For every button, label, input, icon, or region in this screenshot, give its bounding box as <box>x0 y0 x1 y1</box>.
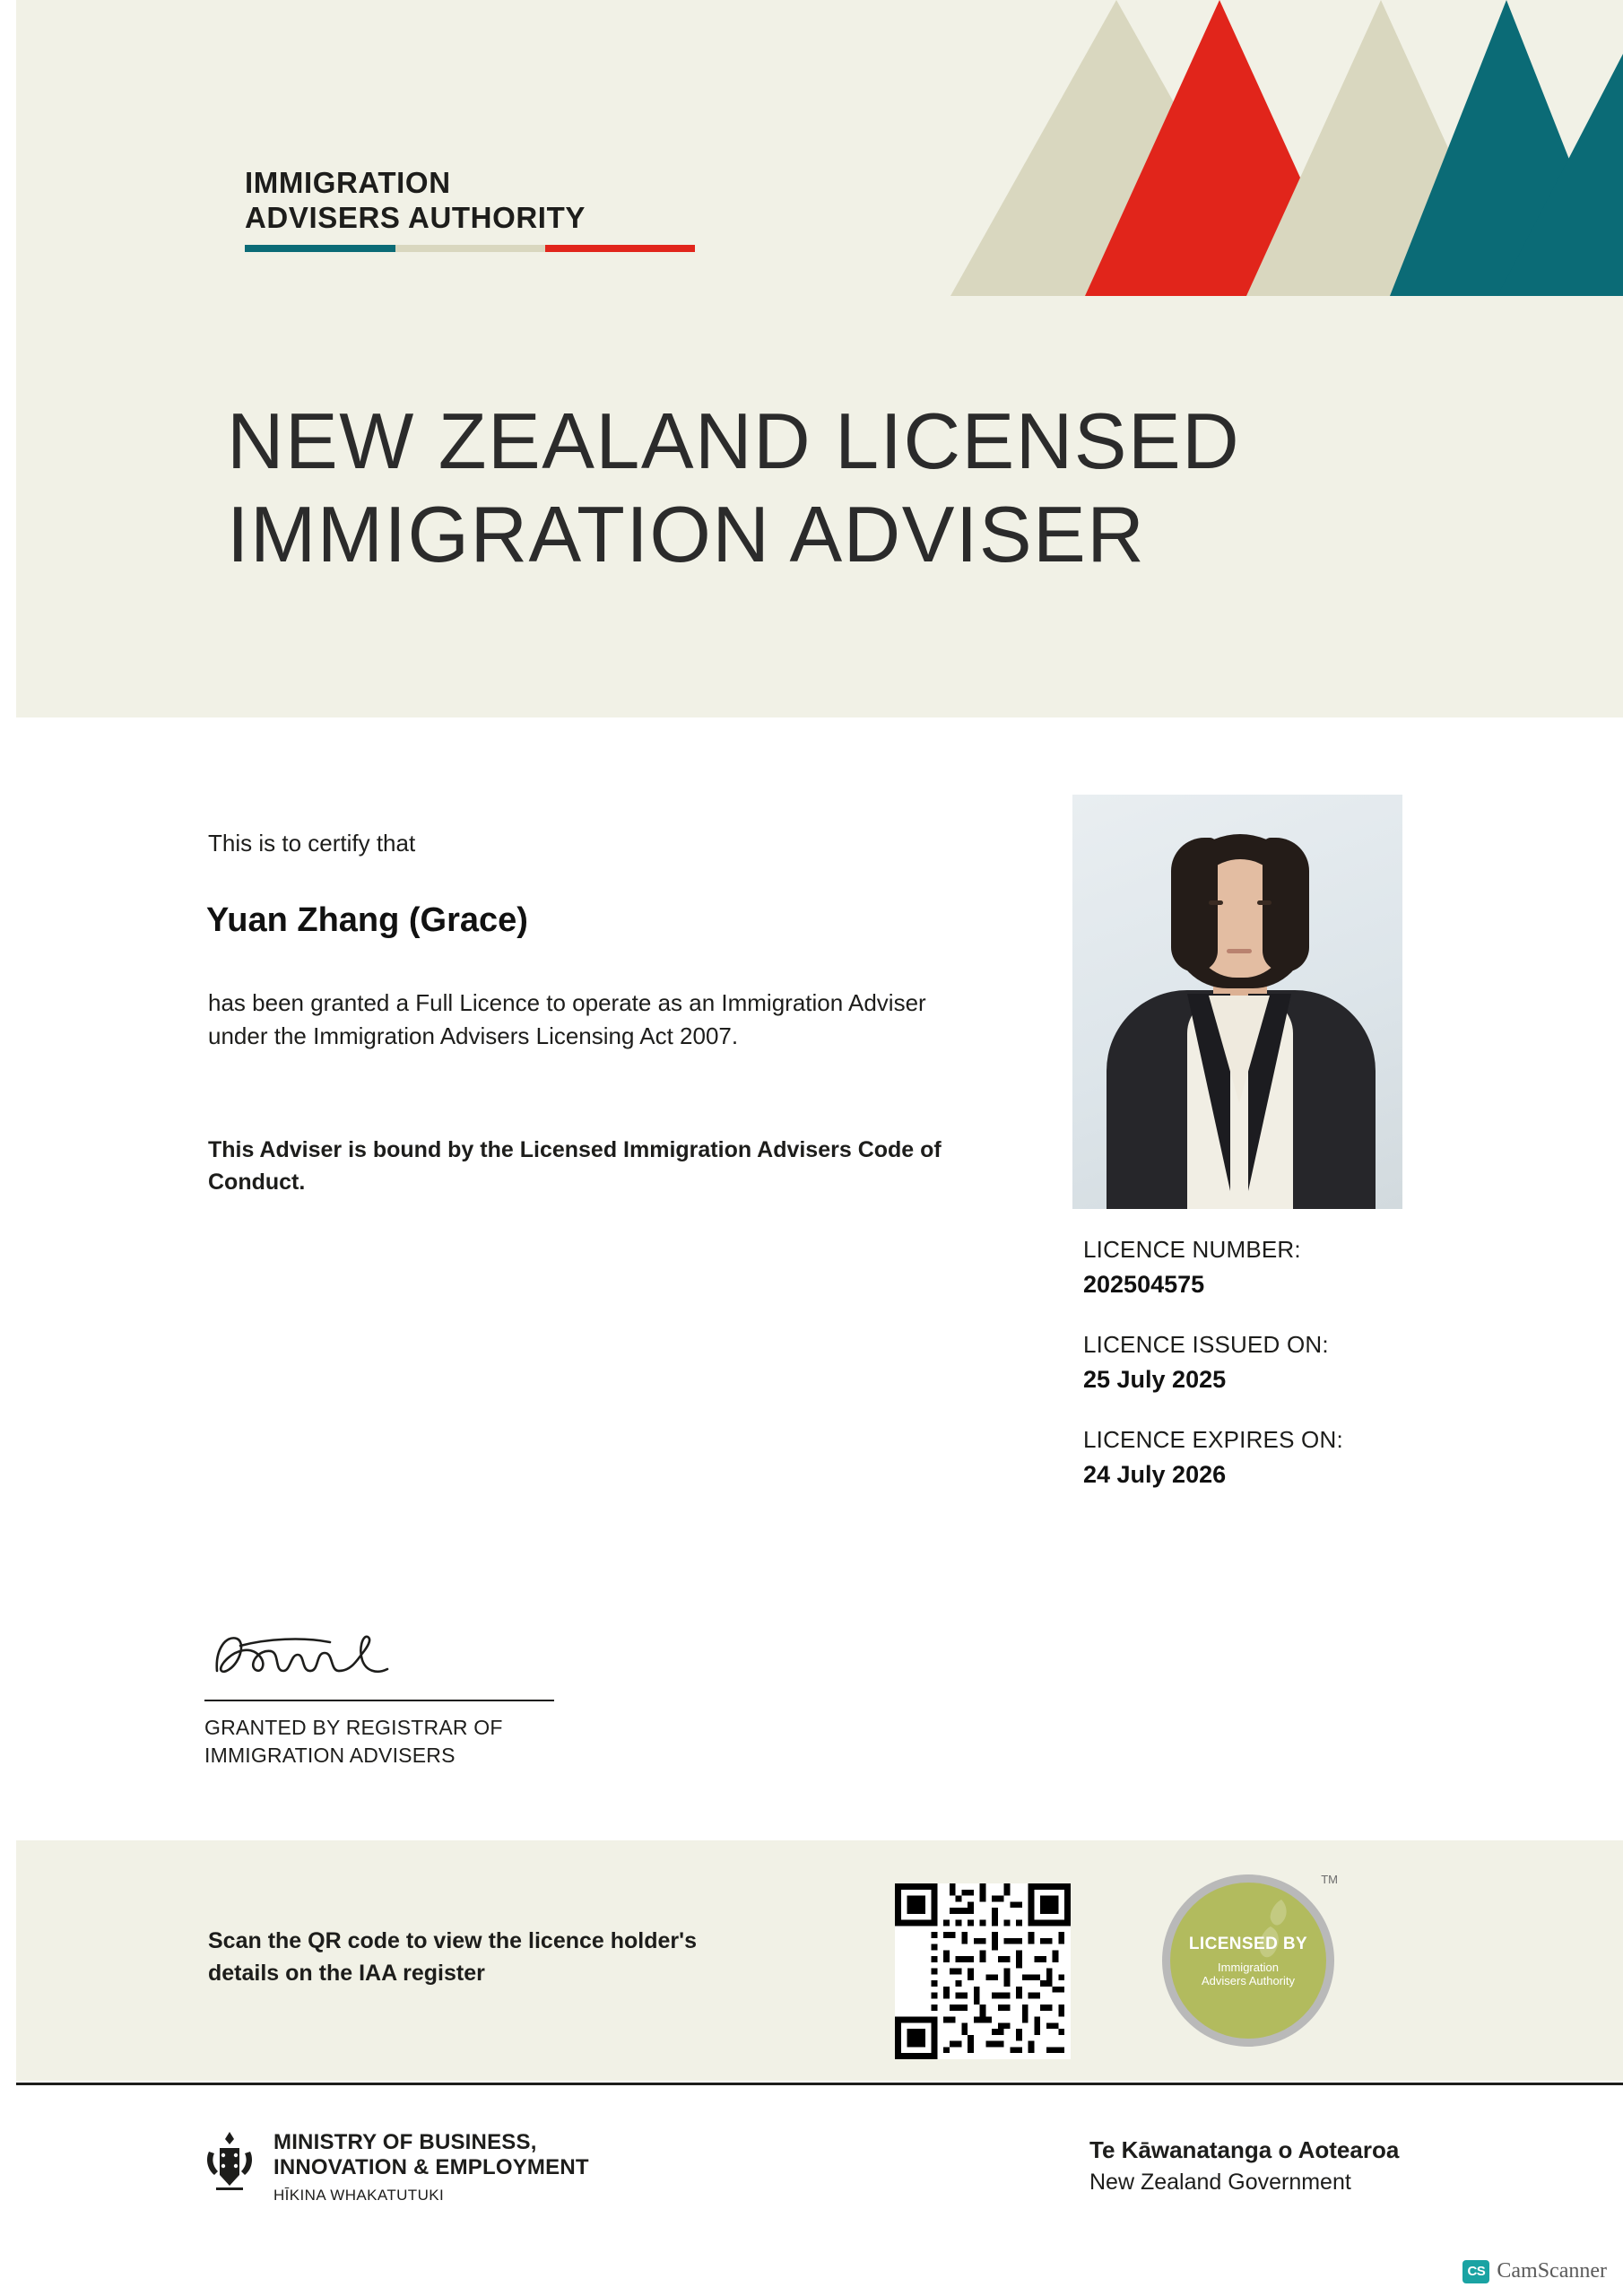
signature-rule <box>204 1700 554 1701</box>
licence-details <box>1083 1236 1585 1521</box>
nz-government-logo <box>1089 2136 1399 2196</box>
camscanner-badge-icon: CS <box>1462 2260 1489 2283</box>
mbie-line-2: INNOVATION & EMPLOYMENT <box>273 2155 589 2180</box>
nz-coat-of-arms-icon <box>202 2130 257 2196</box>
logo-rule-red <box>545 245 695 252</box>
qr-code[interactable] <box>895 1883 1071 2059</box>
seal-inner <box>1170 1883 1326 2039</box>
photo-eye-right <box>1257 900 1271 905</box>
code-of-conduct-statement: This Adviser is bound by the Licensed Immigration Advisers Code of Conduct. <box>208 1137 942 1195</box>
camscanner-watermark <box>1462 2259 1607 2283</box>
licence-number-value: 202504575 <box>1083 1271 1205 1298</box>
photo-hair-right <box>1263 838 1309 972</box>
title-line-1: NEW ZEALAND LICENSED <box>227 396 1241 485</box>
licence-holder-name: Yuan Zhang (Grace) <box>206 901 528 939</box>
seal-subtitle-1: Immigration <box>1218 1960 1279 1974</box>
signature-caption-line-2: IMMIGRATION ADVISERS <box>204 1744 456 1768</box>
iaa-logo <box>245 166 729 252</box>
licence-number-label: LICENCE NUMBER: <box>1083 1236 1301 1263</box>
signature-caption <box>204 1714 581 1770</box>
nzgov-line-1: Te Kāwanatanga o Aotearoa <box>1089 2136 1400 2163</box>
mbie-logo <box>202 2130 589 2205</box>
mbie-text <box>273 2130 589 2205</box>
logo-rule <box>245 245 695 252</box>
mbie-line-1: MINISTRY OF BUSINESS, <box>273 2130 537 2154</box>
qr-instruction-line-2: details on the IAA register <box>208 1960 485 1986</box>
logo-rule-cream <box>395 245 545 252</box>
nzgov-line-2: New Zealand Government <box>1089 2170 1351 2195</box>
licensed-by-seal <box>1162 1873 1338 2047</box>
seal-title: LICENSED BY <box>1188 1934 1308 1953</box>
page-title <box>227 395 1437 581</box>
certify-intro: This is to certify that <box>208 830 416 857</box>
qr-instruction-line-1: Scan the QR code to view the licence holder's <box>208 1928 697 1953</box>
licence-issued-label: LICENCE ISSUED ON: <box>1083 1331 1329 1358</box>
licence-expires-label: LICENCE EXPIRES ON: <box>1083 1426 1343 1453</box>
licence-holder-photo <box>1072 795 1402 1209</box>
footer-divider <box>16 2083 1623 2085</box>
logo-rule-teal <box>245 245 395 252</box>
mbie-line-3: HĪKINA WHAKATUTUKI <box>273 2186 445 2204</box>
new-zealand-map-icon <box>1251 1898 1303 1962</box>
seal-subtitle-2: Advisers Authority <box>1201 1973 1296 1987</box>
qr-instruction <box>208 1926 800 1989</box>
certify-body: has been granted a Full Licence to operate as an Immigration Adviser under the Immigration Advisers Licensing Act 2007. <box>208 989 926 1049</box>
header-band <box>16 0 1623 718</box>
chevron-graphic <box>924 0 1623 296</box>
licence-issued-value: 25 July 2025 <box>1083 1366 1227 1393</box>
photo-hair-left <box>1171 838 1218 972</box>
licence-number-group <box>1083 1236 1585 1299</box>
licence-expires-value: 24 July 2026 <box>1083 1461 1227 1488</box>
signature-icon <box>204 1619 554 1696</box>
camscanner-label: CamScanner <box>1497 2259 1607 2283</box>
photo-mouth <box>1227 949 1252 953</box>
licence-expires-group <box>1083 1426 1585 1489</box>
signature-caption-line-1: GRANTED BY REGISTRAR OF <box>204 1716 503 1739</box>
licence-issued-group <box>1083 1331 1585 1394</box>
logo-line-1: IMMIGRATION <box>245 166 451 199</box>
photo-eye-left <box>1209 900 1223 905</box>
logo-line-2: ADVISERS AUTHORITY <box>245 200 586 234</box>
signature-block <box>204 1619 581 1770</box>
title-line-2: IMMIGRATION ADVISER <box>227 489 1146 578</box>
seal-trademark: TM <box>1321 1873 1338 1886</box>
